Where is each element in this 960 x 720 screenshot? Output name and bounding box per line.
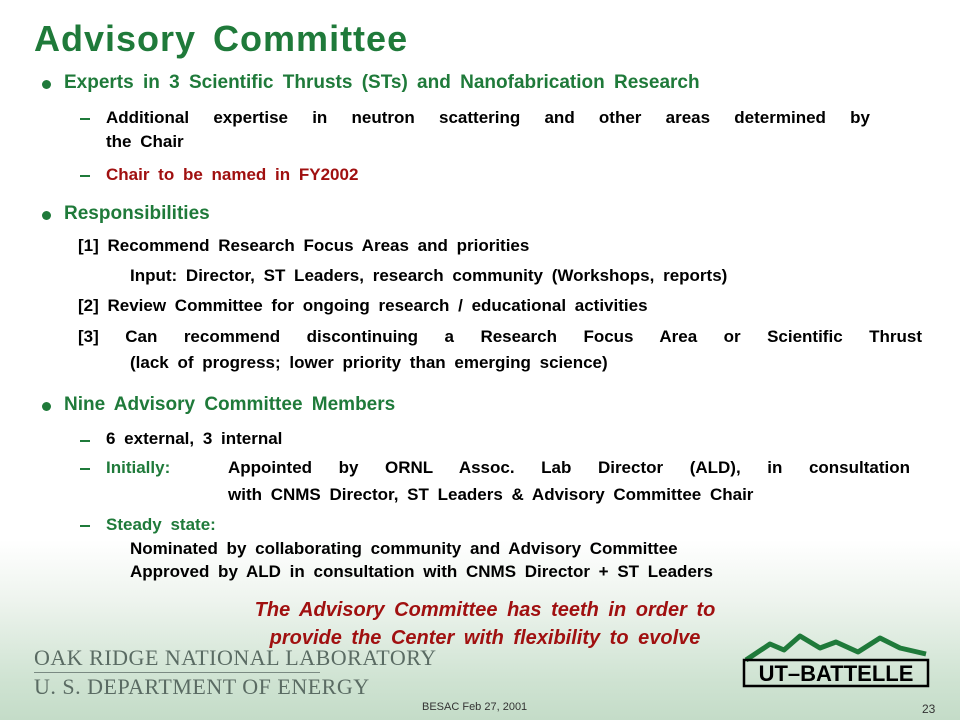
section-experts-heading: Experts in 3 Scientific Thrusts (STs) and Nanofabrication Research xyxy=(64,72,700,93)
members-initially-line-2: with CNMS Director, ST Leaders & Advisory Committee Chair xyxy=(228,485,754,504)
page-number: 23 xyxy=(922,702,936,716)
dash-marker xyxy=(80,440,90,442)
experts-item-1-line-2: the Chair xyxy=(106,132,184,151)
dash-marker xyxy=(80,525,90,527)
bullet-dot xyxy=(42,80,51,89)
emphasis-note-line-1: The Advisory Committee has teeth in order to xyxy=(254,599,716,621)
responsibility-3-line-1: [3] Can recommend discontinuing a Research Focus Area or Scientific Thrust xyxy=(78,327,922,346)
responsibility-2: [2] Review Committee for ongoing research / educational activities xyxy=(78,296,648,315)
ut-battelle-text: UT–BATTELLE xyxy=(758,661,914,686)
members-steady-line-1: Nominated by collaborating community and Advisory Committee xyxy=(130,539,678,558)
dash-marker xyxy=(80,468,90,470)
experts-item-2: Chair to be named in FY2002 xyxy=(106,165,359,184)
responsibility-3-line-2: (lack of progress; lower priority than emerging science) xyxy=(130,353,608,372)
section-members-heading: Nine Advisory Committee Members xyxy=(64,394,396,415)
slide-title: Advisory Committee xyxy=(34,18,409,59)
members-item-1: 6 external, 3 internal xyxy=(106,429,283,448)
members-initially-line-1: Appointed by ORNL Assoc. Lab Director (ALD), in consultation xyxy=(228,458,910,477)
ornl-logotype xyxy=(34,645,437,671)
members-steady-line-2: Approved by ALD in consultation with CNMS Director + ST Leaders xyxy=(130,562,713,581)
responsibility-1-input: Input: Director, ST Leaders, research community (Workshops, reports) xyxy=(130,266,728,285)
bullet-dot xyxy=(42,402,51,411)
dash-marker xyxy=(80,175,90,177)
ut-battelle-logo xyxy=(740,630,932,690)
doe-text: U. S. DEPARTMENT OF ENERGY xyxy=(34,674,370,699)
footer-text: BESAC Feb 27, 2001 xyxy=(422,701,528,713)
logo-divider xyxy=(34,672,320,673)
responsibility-1: [1] Recommend Research Focus Areas and priorities xyxy=(78,236,530,255)
bullet-dot xyxy=(42,211,51,220)
dash-marker xyxy=(80,118,90,120)
section-responsibilities-heading: Responsibilities xyxy=(64,203,210,224)
experts-item-1-line-1: Additional expertise in neutron scattering and other areas determined by xyxy=(106,108,870,127)
ornl-text: OAK RIDGE NATIONAL LABORATORY xyxy=(34,645,437,670)
members-initially-label: Initially: xyxy=(106,458,171,477)
members-steady-label: Steady state: xyxy=(106,515,216,534)
emphasis-note-line-2: provide the Center with flexibility to evolve xyxy=(269,627,701,649)
doe-logotype xyxy=(34,674,370,700)
mountain-icon xyxy=(746,636,926,660)
